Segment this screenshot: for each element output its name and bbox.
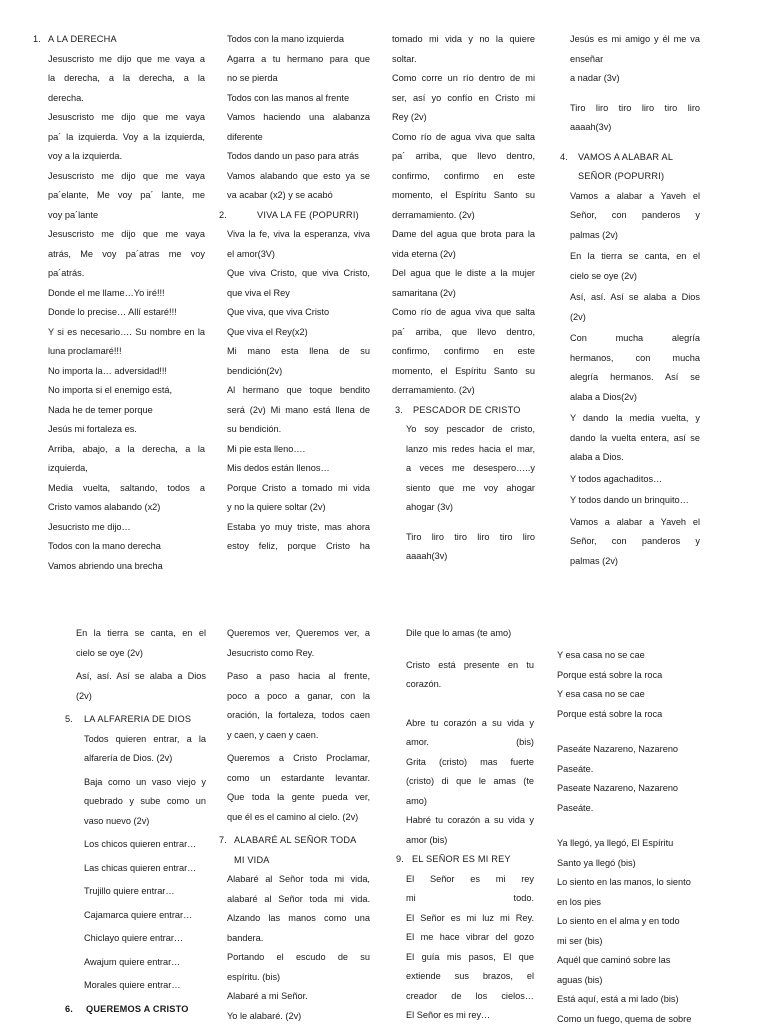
paragraph — [227, 667, 370, 745]
text-line: El Señor es mi rey… — [406, 1006, 534, 1026]
heading-4-line-2 — [570, 167, 700, 187]
song-3-continued — [570, 30, 700, 89]
text-line: derramamiento. (2v) — [392, 206, 535, 226]
text-line: Cajamarca quiere entrar… — [84, 906, 206, 926]
text-line: atrás, Me voy pa´atras me voy — [48, 245, 205, 265]
text-line: Señor, con panderos y — [570, 206, 700, 226]
text-line: y no la quiere soltar (2v) — [227, 498, 370, 518]
text-line: Paseáte Nazareno, Nazareno — [557, 740, 702, 760]
text-line: hermanos, con mucha — [570, 349, 700, 369]
paragraph — [84, 882, 206, 902]
text-line: cielo se oye (2v) — [76, 644, 206, 664]
song-4-paragraphs — [570, 187, 700, 572]
heading-7-title-line-2: MI VIDA — [234, 855, 270, 865]
text-line: Grita (cristo) mas fuerte — [406, 753, 534, 773]
paragraph — [84, 835, 206, 855]
paragraph — [84, 906, 206, 926]
paragraph — [84, 976, 206, 996]
text-line: Que viva el Rey(x2) — [227, 323, 370, 343]
song-1-continued — [227, 30, 370, 206]
text-line: Como río de agua viva que salta — [392, 128, 535, 148]
text-line: extiende sus brazos, el — [406, 967, 534, 987]
text-line: Vamos haciendo una alabanza — [227, 108, 370, 128]
text-line: En la tierra se canta, en el — [570, 247, 700, 267]
text-line: Jesuscristo me dijo que me vaya — [48, 225, 205, 245]
text-line: Las chicas quieren entrar… — [84, 859, 206, 879]
text-line: Está aquí, está a mi lado (bis) — [557, 990, 702, 1010]
text-line: Queremos ver, Queremos ver, a — [227, 624, 370, 644]
song-3-lines — [392, 420, 535, 518]
text-line: Rey (2v) — [392, 108, 535, 128]
text-line: en los pies — [557, 893, 702, 913]
text-line: estoy feliz, porque Cristo ha — [227, 537, 370, 557]
text-line: y caen, y caen y caen. — [227, 726, 370, 746]
text-line: aguas (bis) — [557, 971, 702, 991]
text-line: Vamos a alabar a Yaveh el — [570, 513, 700, 533]
text-line: Que viva Cristo, que viva Cristo, — [227, 264, 370, 284]
text-line: Portando el escudo de su — [227, 948, 370, 968]
paragraph — [84, 730, 206, 769]
text-line: Jesuscristo me dijo que me vaya a — [48, 50, 205, 70]
text-line: no se pierda — [227, 69, 370, 89]
song-10-paragraph-1 — [557, 646, 702, 724]
text-line: poco a poco a ganar, con la — [227, 687, 370, 707]
text-line: (2v) — [570, 308, 700, 328]
heading-4-number: 4. — [560, 148, 568, 168]
text-line: Y si es necesario…. Su nombre en la — [48, 323, 205, 343]
heading-4-title-line-2: SEÑOR (POPURRI) — [578, 171, 664, 181]
song-1-lines — [48, 50, 205, 577]
text-line: Trujillo quiere entrar… — [84, 882, 206, 902]
text-line: Jesús mi fortaleza es. — [48, 420, 205, 440]
text-line: No importa si el enemigo está, — [48, 381, 205, 401]
text-line: pa´ arriba, que llevo dentro, — [392, 147, 535, 167]
text-line: siento que me voy ahogar — [406, 479, 535, 499]
paragraph — [570, 187, 700, 246]
text-line: el amor(3V) — [227, 245, 370, 265]
paragraph — [84, 773, 206, 832]
text-line: Dame del agua que brota para la — [392, 225, 535, 245]
text-line: voy pa´lante — [48, 206, 205, 226]
text-line: Como un fuego, quema de sobre — [557, 1010, 702, 1029]
text-line: Vamos alabando que esto ya se — [227, 167, 370, 187]
text-line: Vamos a alabar a Yaveh el — [570, 187, 700, 207]
bottom-column-3 — [406, 624, 534, 1026]
text-line: Habré tu corazón a su vida y — [406, 811, 534, 831]
text-line: Alzando las manos como una — [227, 909, 370, 929]
text-line: Lo siento en las manos, lo siento — [557, 873, 702, 893]
heading-5-title: LA ALFARERIA DE DIOS — [84, 714, 191, 724]
text-line: Yo soy pescador de cristo, — [406, 420, 535, 440]
text-line: El guía mis pasos, El que — [406, 948, 534, 968]
bottom-column-2 — [227, 624, 370, 1026]
song-7-lines — [227, 870, 370, 1026]
text-line: Baja como un vaso viejo y — [84, 773, 206, 793]
text-line: aaaah(3v) — [570, 118, 700, 138]
heading-6-title: QUEREMOS A CRISTO — [86, 1004, 189, 1014]
text-line: Del agua que le diste a la mujer — [392, 264, 535, 284]
text-line: alegría hermanos. Así se — [570, 368, 700, 388]
text-line: Cristo está presente en tu — [406, 656, 534, 676]
text-line: Estaba yo muy triste, mas ahora — [227, 518, 370, 538]
text-line: enseñar — [570, 50, 700, 70]
paragraph — [570, 288, 700, 327]
text-line: Mi mano esta llena de su — [227, 342, 370, 362]
paragraph — [570, 409, 700, 468]
text-line: Jesús es mi amigo y él me va — [570, 30, 700, 50]
heading-3-title: PESCADOR DE CRISTO — [413, 405, 521, 415]
text-line: dando la vuelta entera, así se — [570, 429, 700, 449]
text-line: Alabaré a mi Señor. — [227, 987, 370, 1007]
text-line: Y todos agachaditos… — [570, 470, 700, 490]
paragraph — [570, 470, 700, 490]
text-line: En la tierra se canta, en el — [76, 624, 206, 644]
heading-1-number: 1. — [33, 30, 41, 50]
text-line: luna proclamaré!!! — [48, 342, 205, 362]
text-line: Con mucha alegría — [570, 329, 700, 349]
song-10-paragraph-2 — [557, 740, 702, 818]
text-line: Y dando la media vuelta, y — [570, 409, 700, 429]
text-line: corazón. — [406, 675, 534, 695]
text-line: Jesuscristo me dijo que me vaya — [48, 167, 205, 187]
text-line: momento, el Espíritu Santo su — [392, 362, 535, 382]
text-line: va acabar (x2) y se acabó — [227, 186, 370, 206]
text-line: Todos con las manos al frente — [227, 89, 370, 109]
text-line: Mi pie esta lleno…. — [227, 440, 370, 460]
text-line: su bendición. — [227, 420, 370, 440]
text-line: Agarra a tu hermano para que — [227, 50, 370, 70]
heading-3 — [392, 401, 535, 421]
song-6-paragraphs — [227, 624, 370, 827]
text-line: Jesuscristo me dijo que me vaya — [48, 108, 205, 128]
text-line: espíritu. (bis) — [227, 968, 370, 988]
text-line: pa´ la izquierda. Voy a la izquierda, — [48, 128, 205, 148]
text-line: alaba a Dios(2v) — [570, 388, 700, 408]
heading-9-title: EL SEÑOR ES MI REY — [412, 854, 511, 864]
text-line: pa´atrás. — [48, 264, 205, 284]
heading-9-number: 9. — [396, 850, 404, 870]
text-line: Señor, con panderos y — [570, 532, 700, 552]
heading-7-line-2 — [227, 851, 370, 871]
text-line: Como corre un río dentro de mi — [392, 69, 535, 89]
heading-2 — [227, 206, 370, 226]
text-line: Dile que lo amas (te amo) — [406, 624, 534, 644]
text-line: cielo se oye (2v) — [570, 267, 700, 287]
text-line: Paseáte. — [557, 760, 702, 780]
paragraph — [84, 859, 206, 879]
text-line: Que toda la gente pueda ver, — [227, 788, 370, 808]
paragraph — [84, 953, 206, 973]
text-line: Tiro liro tiro liro tiro liro — [406, 528, 535, 548]
text-line: confirmo, confirmo en este — [392, 342, 535, 362]
text-line: Media vuelta, saltando, todos a — [48, 479, 205, 499]
text-line: creador de los cielos… — [406, 987, 534, 1007]
top-column-4 — [570, 30, 700, 573]
song-3-chorus-2 — [570, 99, 700, 138]
text-line: quebrado y sube como un — [84, 792, 206, 812]
text-line: Santo ya llegó (bis) — [557, 854, 702, 874]
text-line: amor (bis) — [406, 831, 534, 851]
text-line: Así, así. Así se alaba a Dios — [76, 667, 206, 687]
text-line: Así, así. Así se alaba a Dios — [570, 288, 700, 308]
text-line: vaso nuevo (2v) — [84, 812, 206, 832]
text-line: a veces me desespero…..y — [406, 459, 535, 479]
text-line: lanzo mis redes hacia el mar, — [406, 440, 535, 460]
text-line: bendición(2v) — [227, 362, 370, 382]
text-line: Porque está sobre la roca — [557, 666, 702, 686]
song-2-continued — [392, 30, 535, 401]
text-line: Vamos abriendo una brecha — [48, 557, 205, 577]
text-line: Jesucristo me dijo… — [48, 518, 205, 538]
text-line: palmas (2v) — [570, 226, 700, 246]
text-line: (cristo) di que le amas (te — [406, 772, 534, 792]
text-line: Todos con la mano izquierda — [227, 30, 370, 50]
text-line: Ya llegó, ya llegó, El Espíritu — [557, 834, 702, 854]
paragraph — [227, 749, 370, 827]
song-2-lines — [227, 225, 370, 557]
top-column-1 — [48, 30, 205, 576]
text-line: Que viva, que viva Cristo — [227, 303, 370, 323]
heading-7 — [227, 831, 370, 851]
text-line: tomado mi vida y no la quiere — [392, 30, 535, 50]
paragraph — [227, 624, 370, 663]
song-8-paragraph — [406, 714, 534, 851]
heading-7-number: 7. — [219, 831, 227, 851]
text-line: la derecha, a la derecha, a la — [48, 69, 205, 89]
bottom-column-1 — [76, 624, 206, 1019]
text-line: Donde lo precise… Allí estaré!!! — [48, 303, 205, 323]
text-line: derramamiento. (2v) — [392, 381, 535, 401]
text-line: Viva la fe, viva la esperanza, viva — [227, 225, 370, 245]
text-line: será (2v) Mi mano está llena de — [227, 401, 370, 421]
song-8-line-1 — [406, 624, 534, 644]
text-line: El Señor es mi rey — [406, 870, 534, 890]
text-line: como un estardante levantar. — [227, 769, 370, 789]
text-line: Y esa casa no se cae — [557, 646, 702, 666]
text-line: Y esa casa no se cae — [557, 685, 702, 705]
text-line: Mis dedos están llenos… — [227, 459, 370, 479]
heading-1 — [48, 30, 205, 50]
heading-2-number: 2. — [219, 206, 227, 226]
text-line: Como río de agua viva que salta — [392, 303, 535, 323]
text-line: que viva el Rey — [227, 284, 370, 304]
text-line: mi todo. — [406, 889, 534, 909]
text-line: Aquél que caminó sobre las — [557, 951, 702, 971]
top-column-3 — [392, 30, 535, 567]
song-9-lines — [406, 870, 534, 1026]
heading-9 — [406, 850, 534, 870]
text-line: Tiro liro tiro liro tiro liro — [570, 99, 700, 119]
text-line: ser, así yo confío en Cristo mi — [392, 89, 535, 109]
heading-5-number: 5. — [65, 710, 73, 730]
text-line: Todos dando un paso para atrás — [227, 147, 370, 167]
paragraph — [570, 491, 700, 511]
text-line: derecha. — [48, 89, 205, 109]
text-line: Al hermano que toque bendito — [227, 381, 370, 401]
text-line: El Señor es mi luz mi Rey. — [406, 909, 534, 929]
paragraph — [570, 513, 700, 572]
heading-6-number: 6. — [65, 1000, 73, 1020]
text-line: (2v) — [76, 687, 206, 707]
text-line: Awajum quiere entrar… — [84, 953, 206, 973]
text-line: Y todos dando un brinquito… — [570, 491, 700, 511]
song-3-chorus — [392, 528, 535, 567]
text-line: a nadar (3v) — [570, 69, 700, 89]
text-line: Los chicos quieren entrar… — [84, 835, 206, 855]
paragraph — [570, 247, 700, 286]
text-line: alaba a Dios. — [570, 448, 700, 468]
heading-3-number: 3. — [395, 401, 403, 421]
text-line: mi ser (bis) — [557, 932, 702, 952]
text-line: No importa la… adversidad!!! — [48, 362, 205, 382]
song-4-continued-1 — [76, 624, 206, 663]
text-line: Chiclayo quiere entrar… — [84, 929, 206, 949]
text-line: confirmo, confirmo en este — [392, 167, 535, 187]
song-5-paragraphs — [76, 730, 206, 996]
text-line: Arriba, abajo, a la derecha, a la — [48, 440, 205, 460]
top-column-2 — [227, 30, 370, 557]
heading-7-title-line-1: ALABARÉ AL SEÑOR TODA — [234, 835, 357, 845]
text-line: Yo le alabaré. (2v) — [227, 1007, 370, 1027]
bottom-column-4 — [557, 646, 702, 1029]
text-line: vida eterna (2v) — [392, 245, 535, 265]
text-line: voy a la izquierda. — [48, 147, 205, 167]
paragraph — [84, 929, 206, 949]
text-line: que él es el camino al cielo. (2v) — [227, 808, 370, 828]
text-line: oración, la fortaleza, todos caen — [227, 706, 370, 726]
song-4-continued-2 — [76, 667, 206, 706]
song-8-line-2 — [406, 656, 534, 695]
heading-2-title: VIVA LA FE (POPURRI) — [257, 210, 359, 220]
text-line: Todos con la mano derecha — [48, 537, 205, 557]
text-line: aaaah(3v) — [406, 547, 535, 567]
text-line: soltar. — [392, 50, 535, 70]
text-line: amo) — [406, 792, 534, 812]
text-line: ahogar (3v) — [406, 498, 535, 518]
paragraph — [570, 329, 700, 407]
text-line: Jesucristo como Rey. — [227, 644, 370, 664]
song-10-paragraph-3 — [557, 834, 702, 1029]
text-line: samaritana (2v) — [392, 284, 535, 304]
text-line: alabaré al Señor toda mi vida. — [227, 890, 370, 910]
text-line: amor. (bis) — [406, 733, 534, 753]
text-line: bandera. — [227, 929, 370, 949]
heading-4-title-line-1: VAMOS A ALABAR AL — [578, 152, 673, 162]
text-line: diferente — [227, 128, 370, 148]
text-line: Morales quiere entrar… — [84, 976, 206, 996]
heading-5 — [76, 710, 206, 730]
text-line: Abre tu corazón a su vida y — [406, 714, 534, 734]
heading-4 — [570, 148, 700, 168]
text-line: Todos quieren entrar, a la — [84, 730, 206, 750]
text-line: El me hace vibrar del gozo — [406, 928, 534, 948]
text-line: pa´ arriba, que llevo dentro, — [392, 323, 535, 343]
text-line: izquierda, — [48, 459, 205, 479]
text-line: pa´elante, Me voy pa´ lante, me — [48, 186, 205, 206]
text-line: Nada he de temer porque — [48, 401, 205, 421]
heading-1-title: A LA DERECHA — [48, 34, 117, 44]
text-line: Paseáte. — [557, 799, 702, 819]
text-line: Queremos a Cristo Proclamar, — [227, 749, 370, 769]
text-line: alfarería de Dios. (2v) — [84, 749, 206, 769]
text-line: Cristo vamos alabando (x2) — [48, 498, 205, 518]
text-line: Donde el me llame…Yo iré!!! — [48, 284, 205, 304]
text-line: Lo siento en el alma y en todo — [557, 912, 702, 932]
text-line: Paso a paso hacia al frente, — [227, 667, 370, 687]
text-line: Alabaré al Señor toda mi vida, — [227, 870, 370, 890]
text-line: Porque Cristo a tomado mi vida — [227, 479, 370, 499]
text-line: momento, el Espíritu Santo su — [392, 186, 535, 206]
text-line: Porque está sobre la roca — [557, 705, 702, 725]
heading-6 — [76, 1000, 206, 1020]
text-line: Paseate Nazareno, Nazareno — [557, 779, 702, 799]
text-line: palmas (2v) — [570, 552, 700, 572]
